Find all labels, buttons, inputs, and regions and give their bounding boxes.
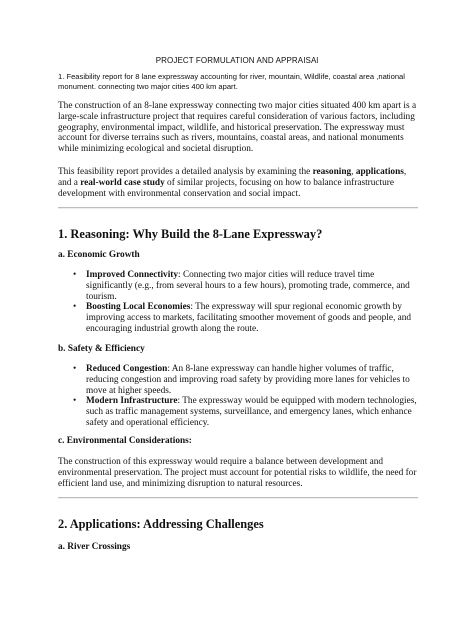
section-2-heading: 2. Applications: Addressing Challenges [58,517,264,531]
summary-keyword-case-study: real-world case study [80,177,165,188]
summary-separator-1: , [351,167,356,177]
list-item-text: : Connecting two major cities will reduce travel time significantly (e.g., from several hours to a few hours), promoting trade, commerce, and tourism. [86,270,410,302]
section-divider [58,207,418,209]
list-item [58,302,418,334]
bullet-icon: • [73,396,77,407]
list-item [58,396,418,428]
subheading-safety-efficiency: b. Safety & Efficiency [58,344,145,354]
summary-paragraph [58,167,418,199]
subheading-river-crossings: a. River Crossings [58,542,131,552]
bullet-icon: • [73,302,77,313]
section-divider [58,497,418,499]
section-1-heading: 1. Reasoning: Why Build the 8-Lane Expressway? [58,227,323,241]
bullet-icon: • [73,364,77,374]
environmental-paragraph: The construction of this expressway would require a balance between development and environmental preservation. The project must account for potential risks to wildlife, the need for efficient land use, and minimizing disruption to natural resources. [58,457,417,489]
list-item-term: Reduced Congestion [86,364,168,374]
summary-keyword-reasoning: reasoning [312,167,352,177]
summary-separator-2: , and a [58,167,407,188]
list-item-term: Improved Connectivity [86,270,179,280]
summary-keyword-applications: applications [355,167,404,177]
list-item-text: : An 8-lane expressway can handle higher volumes of traffic, reducing congestion and improving road safety by providing more lanes for vehicles to move at higher speeds. [86,364,410,396]
summary-text-1: This feasibility report provides a detailed analysis by examining the [58,167,313,177]
list-item-term: Modern Infrastructure [86,396,178,407]
assignment-question: 1. Feasibility report for 8 lane expressway accounting for river, mountain, Wildlife, coastal area ,national monument. connecting two major cities 400 km apart. [58,72,405,92]
bullet-icon: • [73,270,77,280]
subheading-economic-growth: a. Economic Growth [58,250,140,260]
safety-efficiency-list [58,364,418,429]
list-item [58,364,418,396]
list-item-text: : The expressway will spur regional economic growth by improving access to markets, facilitating smoother movement of goods and people, and encouraging industrial growth along the route. [86,302,412,334]
list-item-term: Boosting Local Economies [86,302,191,313]
intro-paragraph: The construction of an 8-lane expressway connecting two major cities situated 400 km apart is a large-scale infrastructure project that requires careful consideration of various factors, including geography, environmental impact, wildlife, and historical preservation. The expressway must account for diverse terrains such as rivers, mountains, coastal areas, and national monuments while minimizing ecological and societal disruption. [58,101,417,155]
list-item-text: : The expressway would be equipped with modern technologies, such as traffic management systems, surveillance, and emergency lanes, which enhance safety and operational efficiency. [86,396,417,428]
economic-growth-list [58,270,418,335]
summary-text-2: of similar projects, focusing on how to balance infrastructure development with environmental conservation and social impact. [58,177,394,199]
subheading-environmental-considerations: c. Environmental Considerations: [58,436,192,446]
list-item [58,270,418,302]
document-header-title: PROJECT FORMULATION AND APPRAISAl [155,56,319,65]
